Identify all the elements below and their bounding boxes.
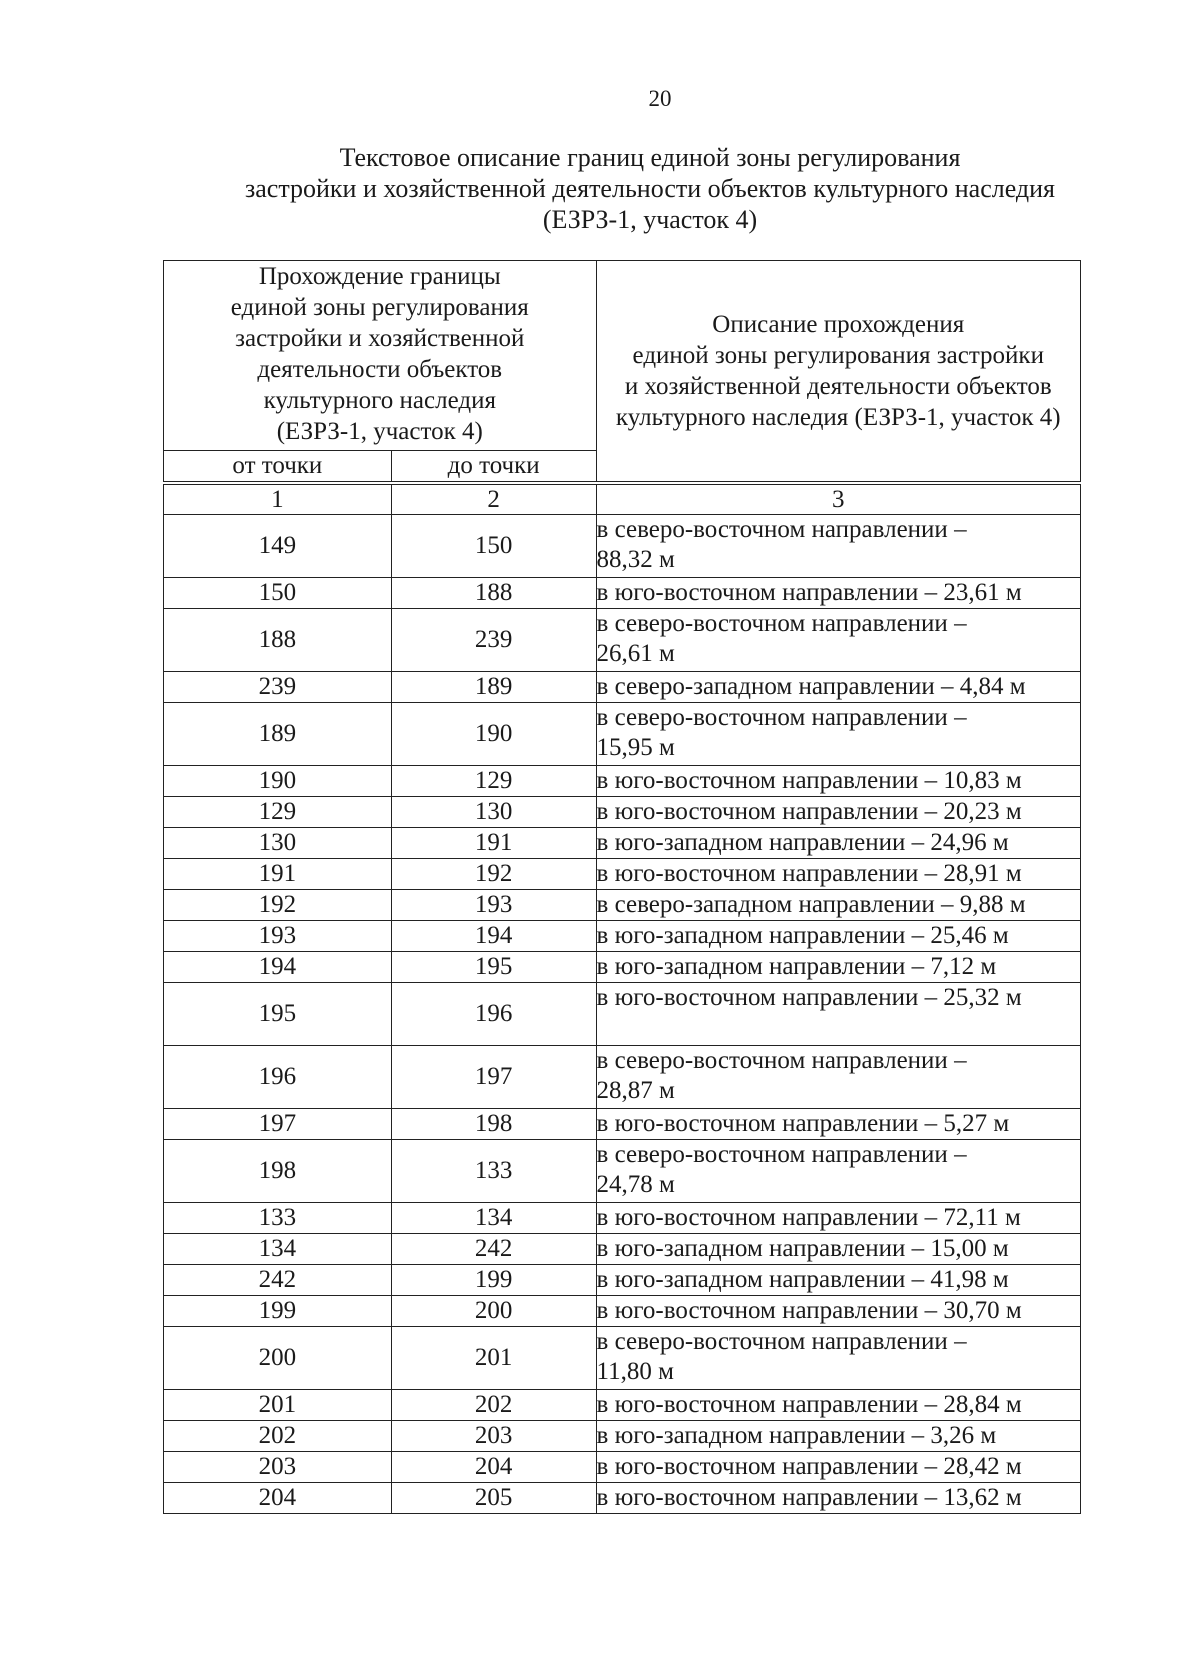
table-row (164, 1203, 1081, 1234)
to-point-cell: 150 (391, 515, 596, 578)
description-line: в юго-восточном направлении – 10,83 м (596, 767, 1022, 794)
table-row (164, 609, 1081, 672)
description-cell (596, 1390, 1080, 1421)
description-cell (596, 1296, 1080, 1327)
from-point-cell: 189 (164, 703, 392, 766)
page-number: 20 (648, 86, 672, 111)
to-point-cell: 193 (391, 890, 596, 921)
to-point-cell: 192 (391, 859, 596, 890)
table-row (164, 1296, 1081, 1327)
header-line: культурного наследия (ЕЗРЗ-1, участок 4) (615, 404, 1061, 431)
table-row (164, 1390, 1081, 1421)
header-line: единой зоны регулирования застройки (632, 342, 1044, 369)
from-point-cell: 198 (164, 1140, 392, 1203)
to-point-cell: 188 (391, 578, 596, 609)
description-cell (596, 1234, 1080, 1265)
description-line: в юго-восточном направлении – 28,42 м (596, 1453, 1022, 1480)
to-point-cell: 242 (391, 1234, 596, 1265)
from-point-cell: 195 (164, 983, 392, 1046)
to-point-cell: 196 (391, 983, 596, 1046)
to-point-cell: 198 (391, 1109, 596, 1140)
description-cell (596, 1046, 1080, 1109)
description-cell (596, 672, 1080, 703)
table-row (164, 890, 1081, 921)
header-line: деятельности объектов (257, 356, 503, 383)
from-point-cell: 192 (164, 890, 392, 921)
column-numbers-row (164, 483, 1081, 515)
to-point-cell: 189 (391, 672, 596, 703)
to-point-cell: 197 (391, 1046, 596, 1109)
from-point-cell: 239 (164, 672, 392, 703)
description-line: в юго-восточном направлении – 13,62 м (596, 1484, 1022, 1511)
title-line: (ЕЗРЗ-1, участок 4) (542, 205, 758, 234)
description-cell (596, 515, 1080, 578)
header-line: и хозяйственной деятельности объектов (624, 373, 1052, 400)
table-row (164, 515, 1081, 578)
table-row (164, 983, 1081, 1046)
description-line: 26,61 м (596, 640, 675, 667)
from-point-cell: 201 (164, 1390, 392, 1421)
to-point-cell: 203 (391, 1421, 596, 1452)
from-point-cell: 133 (164, 1203, 392, 1234)
description-cell (596, 921, 1080, 952)
table-row (164, 1452, 1081, 1483)
table-row (164, 766, 1081, 797)
from-point-cell: 149 (164, 515, 392, 578)
description-cell (596, 703, 1080, 766)
header-description (596, 261, 1080, 484)
from-point-cell: 134 (164, 1234, 392, 1265)
table-row (164, 952, 1081, 983)
to-point-cell: 191 (391, 828, 596, 859)
from-point-cell: 129 (164, 797, 392, 828)
description-line: в юго-восточном направлении – 5,27 м (596, 1110, 1010, 1137)
to-point-cell: 134 (391, 1203, 596, 1234)
document-title (150, 142, 1150, 235)
description-cell (596, 1140, 1080, 1203)
description-line: в северо-западном направлении – 9,88 м (596, 891, 1026, 918)
description-line: в юго-восточном направлении – 20,23 м (596, 798, 1022, 825)
header-line: (ЕЗРЗ-1, участок 4) (276, 418, 483, 445)
description-line: в северо-восточном направлении – (596, 516, 967, 543)
table-row (164, 1483, 1081, 1514)
description-cell (596, 609, 1080, 672)
description-line: в северо-восточном направлении – (596, 610, 967, 637)
from-point-cell: 200 (164, 1327, 392, 1390)
description-line: 15,95 м (596, 734, 675, 761)
description-cell (596, 1483, 1080, 1514)
description-line: в юго-восточном направлении – 28,91 м (596, 860, 1022, 887)
description-line: 11,80 м (596, 1358, 674, 1385)
description-line: 88,32 м (596, 546, 675, 573)
table-row (164, 797, 1081, 828)
header-line: культурного наследия (263, 387, 496, 414)
description-cell (596, 578, 1080, 609)
description-line: в северо-восточном направлении – (596, 1047, 967, 1074)
description-line: в юго-восточном направлении – 28,84 м (596, 1391, 1022, 1418)
description-line: в юго-восточном направлении – 72,11 м (596, 1204, 1021, 1231)
description-line: в северо-западном направлении – 4,84 м (596, 673, 1026, 700)
from-point-cell: 204 (164, 1483, 392, 1514)
table-row (164, 1421, 1081, 1452)
description-cell (596, 1109, 1080, 1140)
to-point-cell: 205 (391, 1483, 596, 1514)
from-point-cell: 197 (164, 1109, 392, 1140)
description-line: в юго-западном направлении – 7,12 м (596, 953, 997, 980)
description-cell (596, 859, 1080, 890)
from-point-cell: 194 (164, 952, 392, 983)
from-point-cell: 193 (164, 921, 392, 952)
table-row (164, 1109, 1081, 1140)
table-row (164, 1265, 1081, 1296)
from-point-cell: 202 (164, 1421, 392, 1452)
description-cell (596, 1421, 1080, 1452)
description-cell (596, 1203, 1080, 1234)
description-cell (596, 1327, 1080, 1390)
column-number: 2 (391, 483, 596, 515)
from-point-cell: 203 (164, 1452, 392, 1483)
description-line: в юго-западном направлении – 25,46 м (596, 922, 1009, 949)
table-row (164, 1327, 1081, 1390)
to-point-cell: 130 (391, 797, 596, 828)
description-cell (596, 797, 1080, 828)
description-cell (596, 766, 1080, 797)
header-from-point: от точки (164, 451, 392, 484)
description-line: в северо-восточном направлении – (596, 704, 967, 731)
column-number: 1 (164, 483, 392, 515)
description-line: в юго-западном направлении – 15,00 м (596, 1235, 1009, 1262)
to-point-cell: 195 (391, 952, 596, 983)
table-row (164, 1140, 1081, 1203)
description-cell (596, 952, 1080, 983)
table-row (164, 703, 1081, 766)
description-cell (596, 983, 1080, 1046)
table-row (164, 1234, 1081, 1265)
description-line: 24,78 м (596, 1171, 675, 1198)
description-cell (596, 1265, 1080, 1296)
title-line: застройки и хозяйственной деятельности объектов культурного наследия (244, 174, 1056, 203)
description-line: в северо-восточном направлении – (596, 1328, 967, 1355)
description-line: в юго-западном направлении – 3,26 м (596, 1422, 997, 1449)
header-boundary-passage (164, 261, 597, 451)
description-line: в юго-восточном направлении – 23,61 м (596, 579, 1022, 606)
from-point-cell: 196 (164, 1046, 392, 1109)
header-to-point: до точки (391, 451, 596, 484)
to-point-cell: 133 (391, 1140, 596, 1203)
table-row (164, 859, 1081, 890)
header-line: единой зоны регулирования (230, 294, 529, 321)
description-cell (596, 1452, 1080, 1483)
from-point-cell: 199 (164, 1296, 392, 1327)
to-point-cell: 201 (391, 1327, 596, 1390)
description-line: в юго-восточном направлении – 30,70 м (596, 1297, 1022, 1324)
description-line: в северо-восточном направлении – (596, 1141, 967, 1168)
to-point-cell: 190 (391, 703, 596, 766)
from-point-cell: 188 (164, 609, 392, 672)
column-number: 3 (596, 483, 1080, 515)
header-line: Прохождение границы (258, 263, 501, 290)
description-line: в юго-западном направлении – 24,96 м (596, 829, 1009, 856)
header-line: застройки и хозяйственной (235, 325, 525, 352)
to-point-cell: 199 (391, 1265, 596, 1296)
description-cell (596, 828, 1080, 859)
from-point-cell: 190 (164, 766, 392, 797)
to-point-cell: 204 (391, 1452, 596, 1483)
to-point-cell: 194 (391, 921, 596, 952)
boundary-table (163, 260, 1081, 1514)
to-point-cell: 129 (391, 766, 596, 797)
table-row (164, 1046, 1081, 1109)
table-row (164, 672, 1081, 703)
from-point-cell: 150 (164, 578, 392, 609)
from-point-cell: 191 (164, 859, 392, 890)
from-point-cell: 130 (164, 828, 392, 859)
description-cell (596, 890, 1080, 921)
table-row (164, 828, 1081, 859)
title-line: Текстовое описание границ единой зоны регулирования (339, 143, 961, 172)
description-line: в юго-западном направлении – 41,98 м (596, 1266, 1009, 1293)
from-point-cell: 242 (164, 1265, 392, 1296)
header-line: Описание прохождения (712, 311, 965, 338)
table-row (164, 578, 1081, 609)
to-point-cell: 202 (391, 1390, 596, 1421)
description-line: 28,87 м (596, 1077, 675, 1104)
table-row (164, 921, 1081, 952)
description-line: в юго-восточном направлении – 25,32 м (596, 984, 1022, 1011)
to-point-cell: 200 (391, 1296, 596, 1327)
to-point-cell: 239 (391, 609, 596, 672)
